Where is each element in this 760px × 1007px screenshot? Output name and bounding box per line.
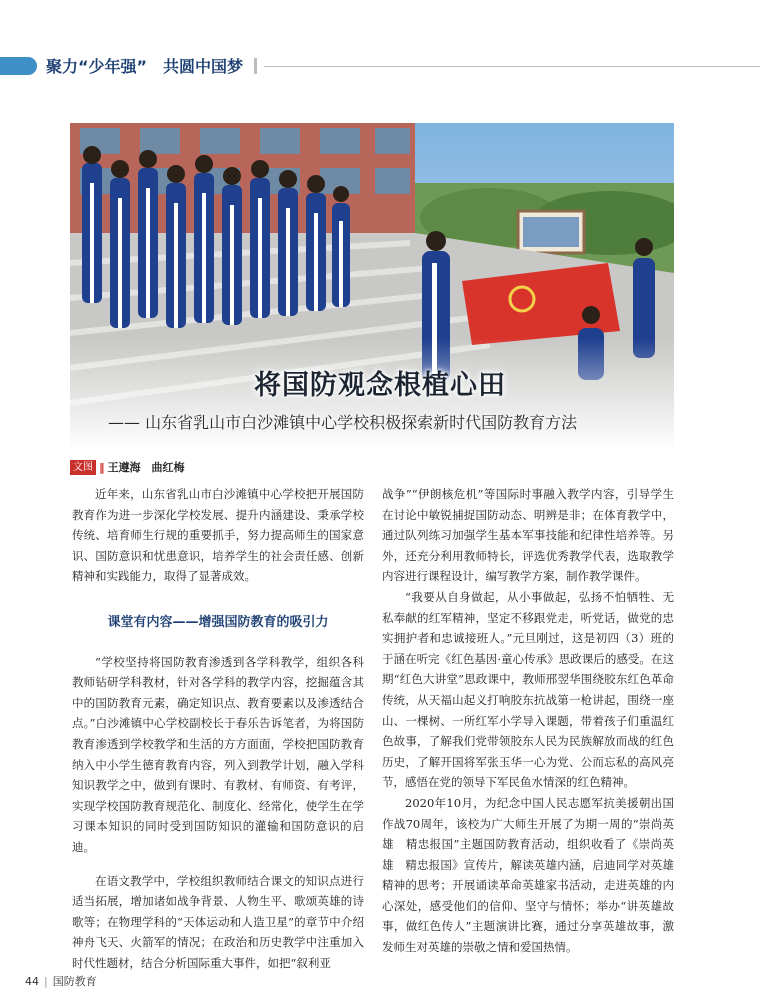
article-title: 将国防观念根植心田 bbox=[254, 370, 506, 401]
left-column bbox=[72, 484, 364, 973]
section-heading: 课堂有内容——增强国防教育的吸引力 bbox=[107, 614, 329, 630]
magazine-name: 国防教育 bbox=[52, 975, 97, 988]
page-number: 44 bbox=[25, 975, 39, 988]
footer-separator: | bbox=[44, 975, 48, 988]
intro-paragraph: 近年来，山东省乳山市白沙滩镇中心学校把开展国防教育作为进一步深化学校发展、提升内涵建设、秉承学校传统、培育师生行规的重要抓手，努力提高师生的国家意识、国防意识和忧患意识，培养学生的社会责任感、创新精神和实践能力，取得了显著成效。 bbox=[72, 487, 364, 584]
column-divider bbox=[254, 58, 257, 74]
byline bbox=[70, 460, 185, 476]
column-title: 聚力“少年强” 共圆中国梦 bbox=[46, 57, 244, 76]
body-paragraph-3: “我要从自身做起，从小事做起，弘扬不怕牺牲、无私奉献的红军精神，坚定不移跟党走，听党话，做党的忠实拥护者和忠诚接班人。”元旦刚过，这是初四（3）班的于涵在听完《红色基因·童心传承》思政课后的感受。在这期“红色大讲堂”思政课中，教师邢翌华围绕胶东红色革命传统，从天福山起义打响胶东抗战第一枪讲起，围绕一座山、一棵树、一所红军小学导入课题，带着孩子们重温红色故事，了解我们党带领胶东人民为民族解放而战的红色历史，了解开国将军张玉华一心为党、公而忘私的高风亮节，感悟在党的领导下军民鱼水情深的红色精神。 bbox=[382, 589, 674, 790]
article-subtitle: —— 山东省乳山市白沙滩镇中心学校积极探索新时代国防教育方法 bbox=[108, 413, 578, 432]
author-names: 王遵海 曲红梅 bbox=[107, 461, 185, 474]
right-column bbox=[382, 484, 674, 958]
body-paragraph-2: 在语文教学中，学校组织教师结合课文的知识点进行适当拓展，增加诸如战争背景、人物生平、歌颂英雄的诗歌等；在物理学科的“天体运动和人造卫星”的章节中介绍神舟飞天、火箭军的情况；在政治和历史教学中注重加入时代性题材，结合分析国际重大事件，如把“叙利亚 bbox=[72, 873, 364, 970]
byline-separator: ‖ bbox=[99, 461, 105, 474]
byline-tag: 文图 bbox=[70, 460, 96, 475]
header-rule bbox=[264, 66, 760, 67]
body-paragraph-2-continued: 战争”“伊朗核危机”等国际时事融入教学内容，引导学生在讨论中敏锐捕捉国防动态、明辨是非；在体育教学中，通过队列练习加强学生基本军事技能和纪律性培养等。另外，还充分利用教师特长，评选优秀教学代表，选取教学内容进行课程设计，编写教学方案，制作教学课件。 bbox=[382, 487, 674, 584]
column-tab-marker bbox=[0, 57, 37, 75]
column-header bbox=[0, 52, 760, 80]
body-paragraph-4: 2020年10月，为纪念中国人民志愿军抗美援朝出国作战70周年，该校为广大师生开展了为期一周的“崇尚英雄 精忠报国”主题国防教育活动，组织收看了《崇尚英雄 精忠报国》宣传片，解读英雄内涵，启迪同学对英雄精神的思考；开展诵读革命英雄家书活动，走进英雄的内心深处，感受他们的信仰、坚守与情怀；举办“讲英雄故事，做红色传人”主题演讲比赛，通过分享英雄故事，激发师生对英雄的崇敬之情和爱国热情。 bbox=[382, 795, 674, 955]
paragraph-gap bbox=[72, 858, 364, 871]
page-footer bbox=[25, 973, 97, 989]
body-paragraph-1: “学校坚持将国防教育渗透到各学科教学，组织各科教师钻研学科教材，针对各学科的教学内容，挖掘蕴含其中的国防教育元素，确定知识点、教育要素以及渗透结合点。”白沙滩镇中心学校副校长于春乐告诉笔者，为将国防教育渗透到学校教学和生活的方方面面，学校把国防教育纳入中小学生德育教育内容，列入到教学计划，融入学科知识教学之中，做到有课时、有教材、有师资、有考评，实现学校国防教育规范化、制度化、经常化，使学生在学习课本知识的同时受到国防知识的灌输和国防意识的启迪。 bbox=[72, 654, 364, 854]
